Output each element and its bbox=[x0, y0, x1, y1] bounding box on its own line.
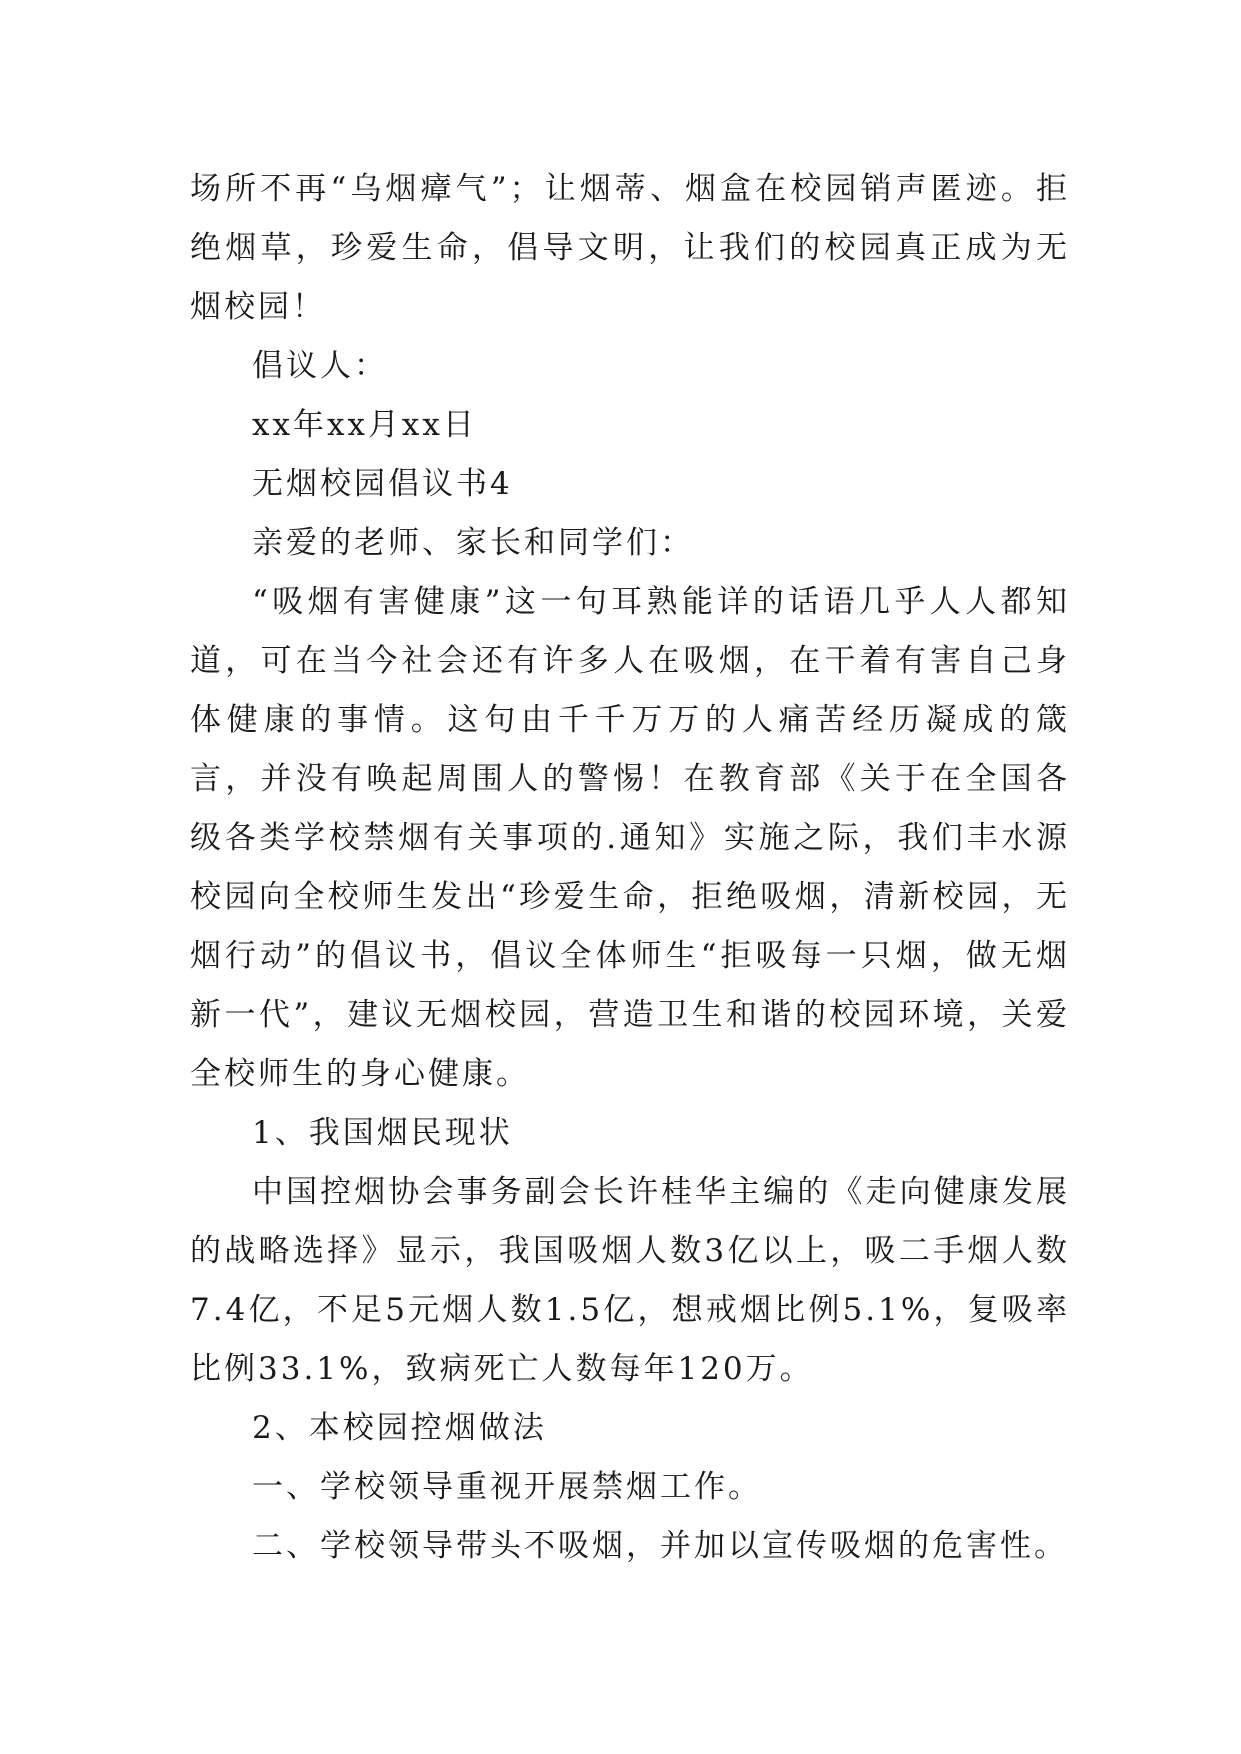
document-body bbox=[190, 160, 1070, 1576]
paragraph-proposer: 倡议人： bbox=[252, 348, 388, 384]
paragraph-statistics: 中国控烟协会事务副会长许桂华主编的《走向健康发展的战略选择》显示，我国吸烟人数3亿以上，吸二手烟人数7.4亿，不足5元烟人数1.5亿，想戒烟比例5.1%，复吸率比例33.1%，致病死亡人数每年120万。 bbox=[190, 1174, 1070, 1387]
paragraph-intro: “吸烟有害健康”这一句耳熟能详的话语几乎人人都知道，可在当今社会还有许多人在吸烟，在干着有害自己身体健康的事情。这句由千千万万的人痛苦经历凝成的箴言，并没有唤起周围人的警惕！在教育部《关于在全国各级各类学校禁烟有关事项的.通知》实施之际，我们丰水源校园向全校师生发出“珍爱生命，拒绝吸烟，清新校园，无烟行动”的倡议书，倡议全体师生“拒吸每一只烟，做无烟新一代”，建议无烟校园，营造卫生和谐的校园环境，关爱全校师生的身心健康。 bbox=[190, 584, 1070, 1092]
paragraph-section-title: 无烟校园倡议书4 bbox=[252, 466, 513, 502]
paragraph-closing-continuation: 场所不再“乌烟瘴气”；让烟蒂、烟盒在校园销声匿迹。拒绝烟草，珍爱生命，倡导文明，让我们的校园真正成为无烟校园！ bbox=[190, 171, 1070, 325]
paragraph-heading-2: 2、本校园控烟做法 bbox=[252, 1410, 547, 1446]
paragraph-heading-1: 1、我国烟民现状 bbox=[252, 1115, 513, 1151]
paragraph-salutation: 亲爱的老师、家长和同学们： bbox=[252, 525, 694, 561]
paragraph-item-2: 二、学校领导带头不吸烟，并加以宣传吸烟的危害性。 bbox=[252, 1528, 1068, 1564]
paragraph-date: xx年xx月xx日 bbox=[252, 407, 477, 443]
paragraph-item-1: 一、学校领导重视开展禁烟工作。 bbox=[252, 1469, 762, 1505]
